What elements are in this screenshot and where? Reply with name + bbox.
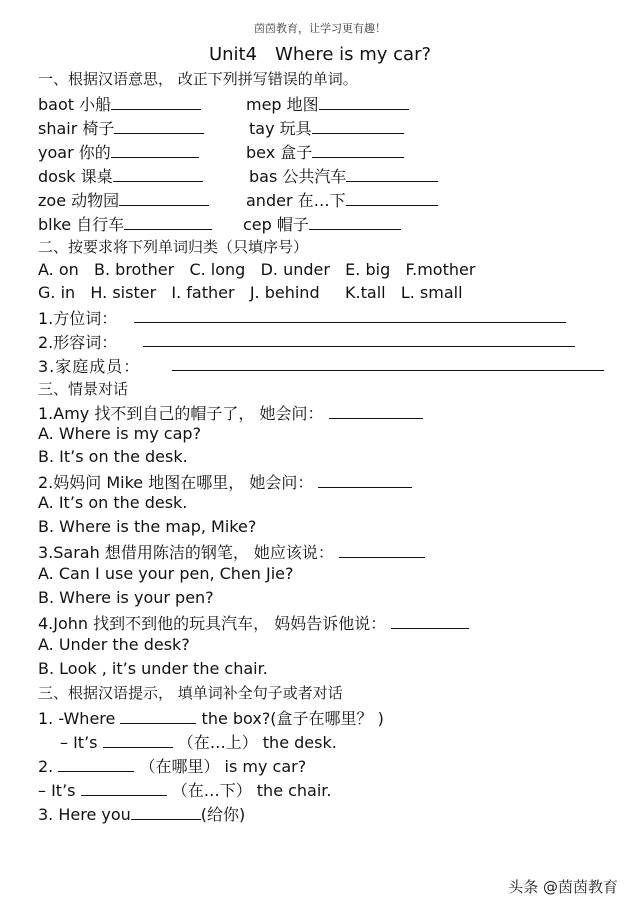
- answer-blank[interactable]: [309, 215, 401, 230]
- page-title: Unit4 Where is my car?: [208, 44, 432, 65]
- category-adverb-blank[interactable]: [134, 308, 566, 323]
- page-header: 茵茵教育，让学习更有趣！: [254, 22, 386, 35]
- dialog-q2-option-a: A. It’s on the desk.: [38, 493, 188, 512]
- watermark: 头条 @茵茵教育: [508, 878, 618, 896]
- answer-blank[interactable]: [131, 805, 201, 820]
- dialog-q1-option-b: B. It’s on the desk.: [38, 447, 188, 466]
- s1-row5-right: ander 在…下: [246, 188, 438, 211]
- s1-row4-left: dosk 课桌: [38, 164, 203, 187]
- dialog-q3: 3.Sarah 想借用陈洁的钢笔， 她应该说：: [38, 540, 425, 563]
- s1-row4-right: bas 公共汽车: [249, 164, 438, 187]
- s1-row3-right: bex 盒子: [246, 140, 404, 163]
- answer-blank[interactable]: [312, 143, 404, 158]
- s1-row1-right: mep 地图: [246, 92, 409, 115]
- word-list-line2: G. in H. sister I. father J. behind K.tall L. small: [38, 283, 463, 302]
- dialog-q2: 2.妈妈问 Mike 地图在哪里， 她会问：: [38, 470, 412, 493]
- answer-blank[interactable]: [119, 191, 209, 206]
- dialog-q4-option-a: A. Under the desk?: [38, 635, 190, 654]
- dialog-q3-option-b: B. Where is your pen?: [38, 588, 214, 607]
- s1-row2-right: tay 玩具: [249, 116, 404, 139]
- category-family-blank[interactable]: [172, 356, 604, 371]
- fill-line-5: 3. Here you (给你): [38, 805, 246, 824]
- answer-blank[interactable]: [81, 781, 167, 796]
- dialog-q4: 4.John 找到不到他的玩具汽车， 妈妈告诉他说：: [38, 611, 469, 634]
- answer-blank[interactable]: [124, 215, 212, 230]
- fill-line-4: – It’s （在…下） the chair.: [38, 781, 332, 800]
- fill-line-2: – It’s （在…上） the desk.: [60, 733, 337, 752]
- category-adjective-blank[interactable]: [143, 332, 575, 347]
- section2-heading: 二、按要求将下列单词归类（只填序号）: [38, 238, 309, 256]
- fill-line-3: 2. （在哪里） is my car?: [38, 757, 307, 776]
- answer-blank[interactable]: [113, 167, 203, 182]
- dialog-q3-option-a: A. Can I use your pen, Chen Jie?: [38, 564, 294, 583]
- dialog-q4-option-b: B. Look , it’s under the chair.: [38, 659, 268, 678]
- section3-heading: 三、情景对话: [38, 380, 129, 398]
- s1-row6-right: cep 帽子: [243, 212, 401, 235]
- answer-blank[interactable]: [346, 191, 438, 206]
- answer-blank[interactable]: [319, 95, 409, 110]
- answer-blank[interactable]: [120, 709, 196, 724]
- answer-blank[interactable]: [312, 119, 404, 134]
- category-family-label: 3.家庭成员：: [38, 357, 141, 376]
- s1-row3-left: yoar 你的: [38, 140, 199, 163]
- answer-blank[interactable]: [111, 143, 199, 158]
- answer-blank[interactable]: [391, 614, 469, 629]
- s1-row5-left: zoe 动物园: [38, 188, 209, 211]
- answer-blank[interactable]: [346, 167, 438, 182]
- s1-row2-left: shair 椅子: [38, 116, 204, 139]
- answer-blank[interactable]: [58, 757, 134, 772]
- answer-blank[interactable]: [329, 404, 423, 419]
- fill-line-1: 1. -Where the box?(盒子在哪里？ ): [38, 709, 384, 728]
- section4-heading: 三、根据汉语提示， 填单词补全句子或者对话: [38, 684, 343, 702]
- word-list-line1: A. on B. brother C. long D. under E. big F.mother: [38, 260, 476, 279]
- s1-row1-left: baot 小船: [38, 92, 201, 115]
- dialog-q1-option-a: A. Where is my cap?: [38, 424, 202, 443]
- s1-row6-left: blke 自行车: [38, 212, 212, 235]
- dialog-q2-option-b: B. Where is the map, Mike?: [38, 517, 257, 536]
- answer-blank[interactable]: [339, 543, 425, 558]
- section1-heading: 一、根据汉语意思， 改正下列拼写错误的单词。: [38, 70, 358, 88]
- dialog-q1: 1.Amy 找不到自己的帽子了， 她会问：: [38, 401, 423, 424]
- answer-blank[interactable]: [111, 95, 201, 110]
- answer-blank[interactable]: [318, 473, 412, 488]
- answer-blank[interactable]: [103, 733, 173, 748]
- category-adjective-label: 2.形容词：: [38, 333, 118, 352]
- category-adverb-label: 1.方位词：: [38, 309, 118, 328]
- answer-blank[interactable]: [114, 119, 204, 134]
